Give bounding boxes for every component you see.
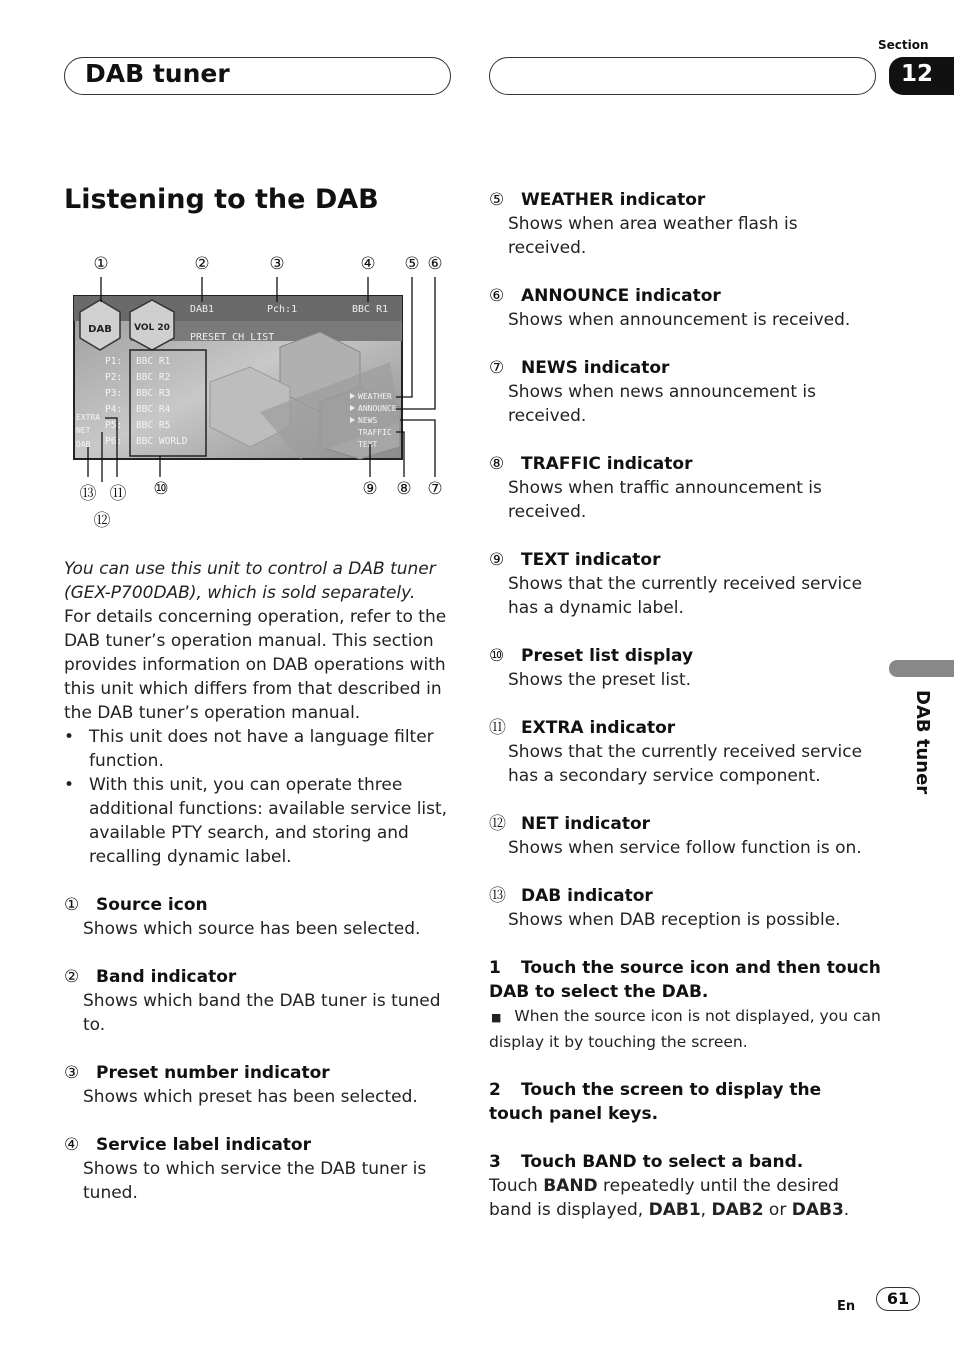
- item-title: Service label indicator: [96, 1135, 311, 1155]
- callout-8: ⑧: [396, 479, 412, 499]
- source-icon-label: DAB: [88, 324, 112, 335]
- item-traffic-indicator: [489, 452, 881, 524]
- callout-2: ②: [194, 254, 210, 274]
- item-text-indicator: [489, 548, 881, 620]
- net-indicator: NET: [76, 426, 91, 435]
- screen-band-label: DAB1: [190, 304, 215, 315]
- item-desc: Shows when news announcement is received.: [508, 382, 817, 426]
- step-2: [489, 1078, 881, 1126]
- callout-1: ①: [93, 254, 109, 274]
- step-note: [489, 1004, 881, 1054]
- item-source-icon: [64, 893, 456, 941]
- preset-label-1: P1:: [105, 356, 123, 367]
- callout-10: ⑩: [153, 479, 169, 499]
- intro-italic-2: (GEX-P700DAB), which is sold separately.: [64, 583, 416, 603]
- item-title: ANNOUNCE indicator: [521, 286, 721, 306]
- item-number: ①: [64, 895, 80, 915]
- item-title: Band indicator: [96, 967, 237, 987]
- callout-9: ⑨: [362, 479, 378, 499]
- dab-indicator: DAB: [76, 440, 91, 449]
- item-desc: Shows to which service the DAB tuner is tuned.: [83, 1159, 427, 1203]
- step-number: 3: [489, 1152, 501, 1172]
- item-desc: Shows which preset has been selected.: [83, 1087, 418, 1107]
- left-column: [64, 557, 456, 1205]
- step-1: [489, 956, 881, 1054]
- step-body-bold: DAB1: [648, 1200, 701, 1220]
- step-body-text: or: [763, 1200, 792, 1220]
- item-title: Preset list display: [521, 646, 694, 666]
- item-title: Preset number indicator: [96, 1063, 330, 1083]
- step-body-text: Touch: [489, 1176, 544, 1196]
- item-desc: Shows when service follow function is on.: [508, 838, 862, 858]
- item-announce-indicator: [489, 284, 881, 332]
- item-number: ⑦: [489, 358, 505, 378]
- item-band-indicator: [64, 965, 456, 1037]
- callout-7: ⑦: [427, 479, 443, 499]
- note-square-icon: ■: [491, 1011, 502, 1024]
- intro-body: For details concerning operation, refer to the DAB tuner’s operation manual. This section provides information on DAB operations with this unit which differs from that described in the DAB tuner’s operation manual.: [64, 607, 447, 723]
- item-desc: Shows when announcement is received.: [508, 310, 851, 330]
- item-number: ⑧: [489, 454, 505, 474]
- intro-bullets: [64, 725, 456, 869]
- intro-italic-1: You can use this unit to control a DAB tuner: [64, 559, 436, 579]
- right-column: [489, 188, 881, 1222]
- header-title: DAB tuner: [85, 59, 230, 88]
- item-title: TEXT indicator: [521, 550, 661, 570]
- screen-preset-label: Pch:1: [267, 304, 298, 315]
- step-title: Touch the source icon and then touch DAB to select the DAB.: [489, 958, 881, 1002]
- preset-name-4: BBC R4: [136, 404, 171, 415]
- item-number: ⑥: [489, 286, 505, 306]
- item-desc: Shows which source has been selected.: [83, 919, 421, 939]
- item-desc: Shows when DAB reception is possible.: [508, 910, 841, 930]
- step-3: [489, 1150, 881, 1222]
- preset-label-6: P6:: [105, 436, 123, 447]
- announce-indicator: ANNOUNCE: [358, 404, 397, 413]
- header-title-box: [64, 57, 451, 95]
- callout-11: ⑪: [109, 484, 127, 504]
- item-title: WEATHER indicator: [521, 190, 706, 210]
- preset-name-2: BBC R2: [136, 372, 171, 383]
- extra-indicator: EXTRA: [76, 413, 101, 422]
- item-number: ②: [64, 967, 80, 987]
- section-label: Section: [878, 38, 929, 52]
- side-tab-text: DAB tuner: [912, 690, 933, 795]
- item-desc: Shows when traffic announcement is received.: [508, 478, 822, 522]
- item-preset-number-indicator: [64, 1061, 456, 1109]
- step-number: 1: [489, 958, 501, 978]
- item-title: EXTRA indicator: [521, 718, 676, 738]
- step-note-text: When the source icon is not displayed, you can display it by touching the screen.: [489, 1007, 881, 1051]
- side-tab-marker: [889, 660, 954, 677]
- step-body-bold: BAND: [543, 1176, 598, 1196]
- screen-list-title: PRESET CH LIST: [190, 332, 275, 343]
- preset-label-4: P4:: [105, 404, 123, 415]
- item-number: ⑩: [489, 646, 505, 666]
- bullet-item: • This unit does not have a language filter function.: [64, 725, 456, 773]
- item-number: ⑪: [489, 718, 506, 738]
- page-title: Listening to the DAB: [64, 184, 379, 215]
- item-desc: Shows the preset list.: [508, 670, 692, 690]
- preset-label-2: P2:: [105, 372, 123, 383]
- item-net-indicator: [489, 812, 881, 860]
- page-number: 61: [876, 1287, 920, 1311]
- dab-screen-figure: [60, 272, 450, 482]
- callout-3: ③: [269, 254, 285, 274]
- item-title: NET indicator: [521, 814, 651, 834]
- item-weather-indicator: [489, 188, 881, 260]
- step-body-text: .: [843, 1200, 850, 1220]
- step-body-bold: DAB2: [711, 1200, 764, 1220]
- item-number: ⑫: [489, 814, 506, 834]
- screen-service-label: BBC R1: [352, 304, 389, 315]
- item-number: ⑨: [489, 550, 505, 570]
- item-title: DAB indicator: [521, 886, 653, 906]
- text-indicator: TEXT: [358, 440, 378, 449]
- step-number: 2: [489, 1080, 501, 1100]
- item-title: NEWS indicator: [521, 358, 670, 378]
- item-news-indicator: [489, 356, 881, 428]
- item-preset-list-display: [489, 644, 881, 692]
- item-title: Source icon: [96, 895, 208, 915]
- bullet-item: • With this unit, you can operate three additional functions: available service list, available PTY search, and storing and recalling dynamic label.: [64, 773, 456, 869]
- step-title: Touch BAND to select a band.: [521, 1152, 804, 1172]
- item-number: ⑬: [489, 886, 506, 906]
- callout-13: ⑬: [79, 484, 97, 504]
- item-number: ④: [64, 1135, 80, 1155]
- callout-6: ⑥: [427, 254, 443, 274]
- preset-name-5: BBC R5: [136, 420, 171, 431]
- preset-name-1: BBC R1: [136, 356, 171, 367]
- preset-name-3: BBC R3: [136, 388, 171, 399]
- callout-4: ④: [360, 254, 376, 274]
- step-body-bold: DAB3: [791, 1200, 844, 1220]
- item-service-label-indicator: [64, 1133, 456, 1205]
- section-number: 12: [889, 57, 954, 95]
- item-number: ⑤: [489, 190, 505, 210]
- item-number: ③: [64, 1063, 80, 1083]
- item-desc: Shows when area weather flash is received.: [508, 214, 798, 258]
- language-label: En: [837, 1299, 856, 1314]
- preset-label-5: P5:: [105, 420, 123, 431]
- item-desc: Shows that the currently received service has a dynamic label.: [508, 574, 863, 618]
- callout-5: ⑤: [404, 254, 420, 274]
- weather-indicator: WEATHER: [358, 392, 392, 401]
- preset-label-3: P3:: [105, 388, 123, 399]
- item-desc: Shows that the currently received service has a secondary service component.: [508, 742, 863, 786]
- header-empty-box: [489, 57, 876, 95]
- item-title: TRAFFIC indicator: [521, 454, 693, 474]
- item-desc: Shows which band the DAB tuner is tuned to.: [83, 991, 441, 1035]
- preset-name-6: BBC WORLD: [136, 436, 188, 447]
- step-title: Touch the screen to display the touch panel keys.: [489, 1080, 822, 1124]
- step-body-text: ,: [700, 1200, 712, 1220]
- item-extra-indicator: [489, 716, 881, 788]
- step-body: [489, 1174, 881, 1222]
- news-indicator: NEWS: [358, 416, 378, 425]
- traffic-indicator: TRAFFIC: [358, 428, 392, 437]
- item-dab-indicator: [489, 884, 881, 932]
- step-body-text: repeatedly until the desired band is displayed,: [489, 1176, 839, 1220]
- callout-12: ⑫: [93, 511, 111, 531]
- volume-icon-label: VOL 20: [134, 323, 170, 333]
